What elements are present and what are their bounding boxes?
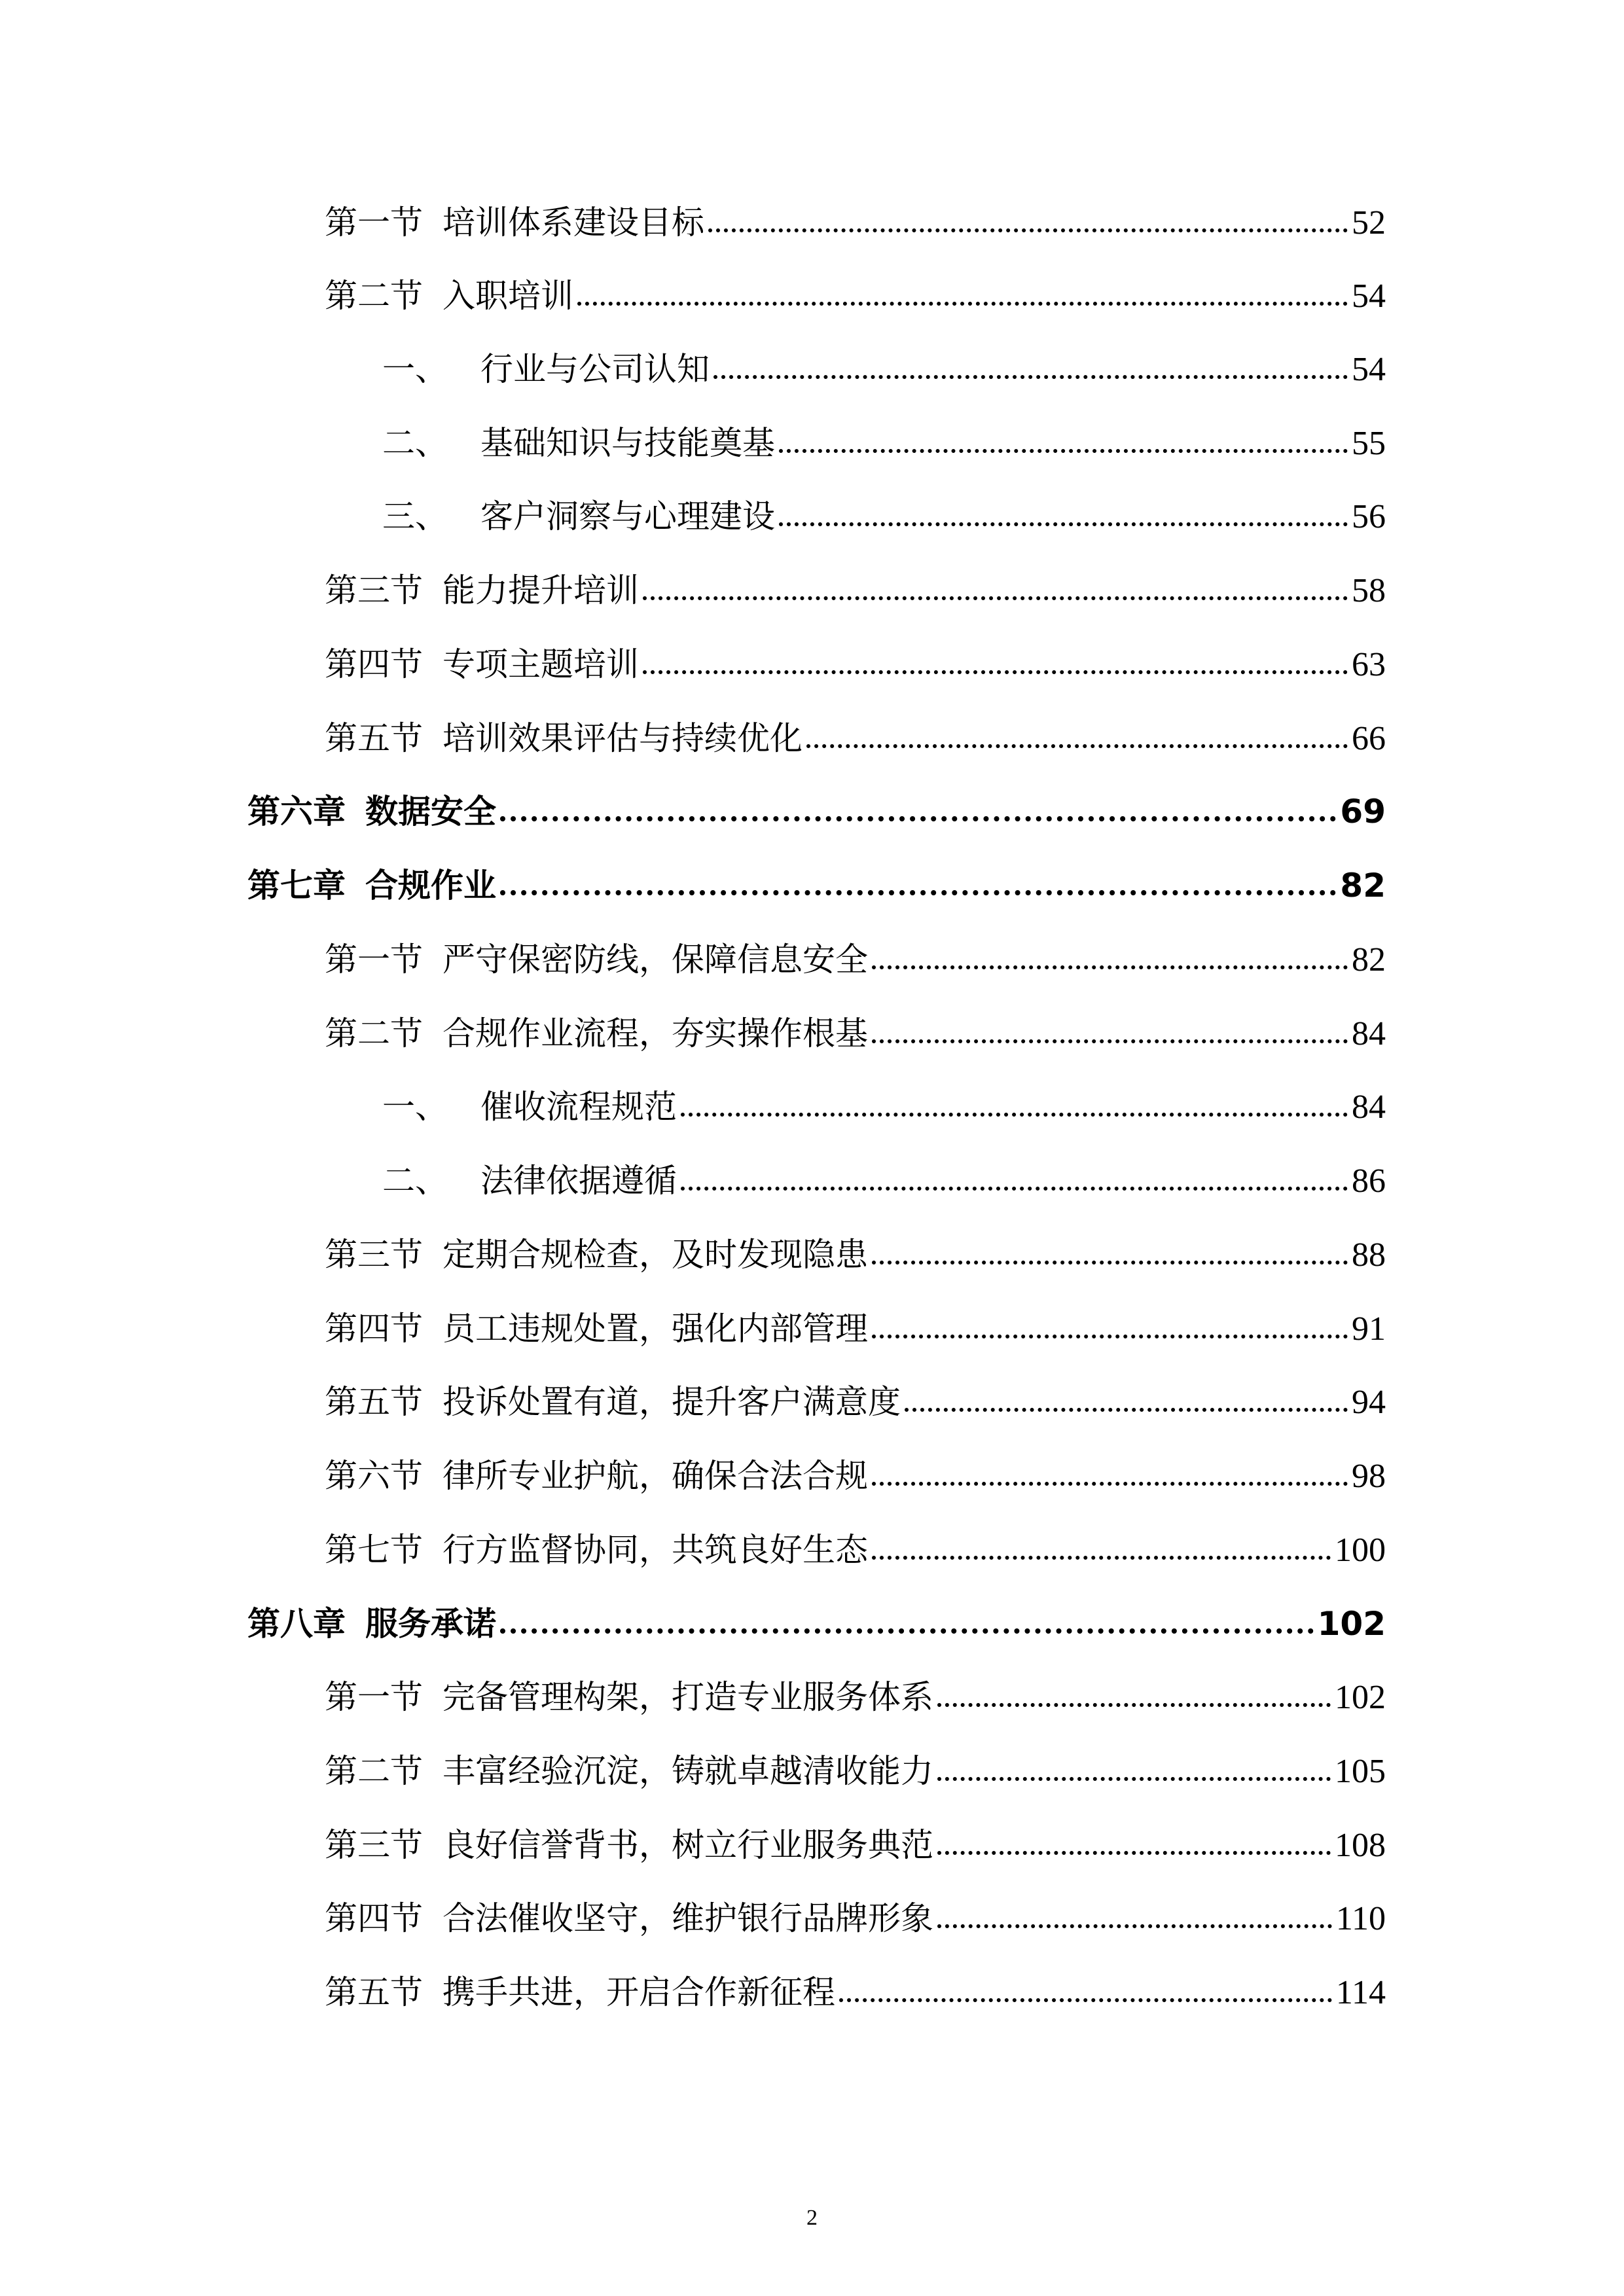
toc-chapter-entry[interactable] bbox=[247, 859, 1386, 912]
toc-page-number: 114 bbox=[1335, 1974, 1386, 2011]
toc-entry[interactable] bbox=[325, 638, 1386, 691]
dot-leader bbox=[905, 1408, 1348, 1412]
toc-page-number: 54 bbox=[1352, 351, 1386, 388]
toc-entry[interactable] bbox=[325, 196, 1386, 249]
toc-entry-label: 第一节 完备管理构架，打造专业服务体系 bbox=[325, 1678, 933, 1716]
toc-entry[interactable] bbox=[325, 1745, 1386, 1797]
toc-entry-label: 第五节 培训效果评估与持续优化 bbox=[325, 719, 803, 757]
toc-entry-label: 一、 催收流程规范 bbox=[382, 1088, 677, 1126]
toc-page-number: 108 bbox=[1335, 1827, 1386, 1864]
dot-leader bbox=[872, 1556, 1331, 1560]
toc-entry-label: 二、 法律依据遵循 bbox=[382, 1162, 677, 1200]
dot-leader bbox=[577, 302, 1348, 306]
toc-entry-label: 第三节 定期合规检查，及时发现隐患 bbox=[325, 1236, 868, 1274]
toc-entry[interactable] bbox=[325, 1524, 1386, 1576]
toc-entry[interactable] bbox=[382, 417, 1386, 469]
toc-entry-label: 第三节 良好信誉背书，树立行业服务典范 bbox=[325, 1826, 933, 1864]
toc-page-number: 52 bbox=[1352, 204, 1386, 242]
toc-page-number: 58 bbox=[1352, 572, 1386, 609]
toc-entry-label: 第一节 严守保密防线，保障信息安全 bbox=[325, 941, 868, 978]
toc-page-number: 105 bbox=[1335, 1753, 1386, 1790]
toc-entry-label: 第四节 专项主题培训 bbox=[325, 645, 639, 683]
toc-entry[interactable] bbox=[325, 1819, 1386, 1871]
dot-leader bbox=[872, 965, 1348, 969]
dot-leader bbox=[937, 1777, 1331, 1781]
toc-page-number: 54 bbox=[1352, 278, 1386, 315]
toc-page-number: 102 bbox=[1317, 1605, 1386, 1643]
toc-page-number: 66 bbox=[1352, 720, 1386, 757]
dot-leader bbox=[937, 1851, 1331, 1855]
toc-chapter-entry[interactable] bbox=[247, 1598, 1386, 1650]
dot-leader bbox=[643, 596, 1348, 600]
toc-page-number: 84 bbox=[1352, 1015, 1386, 1052]
toc-page-number: 110 bbox=[1335, 1900, 1386, 1937]
page-footer-number: 2 bbox=[806, 2206, 818, 2230]
toc-entry[interactable] bbox=[325, 1671, 1386, 1723]
toc-entry[interactable] bbox=[325, 1892, 1386, 1945]
toc-entry[interactable] bbox=[382, 490, 1386, 543]
toc-entry[interactable] bbox=[325, 1966, 1386, 2018]
toc-entry-label: 第七节 行方监督协同，共筑良好生态 bbox=[325, 1531, 868, 1569]
toc-entry[interactable] bbox=[325, 712, 1386, 764]
toc-page-number: 91 bbox=[1352, 1310, 1386, 1348]
toc-page-number: 82 bbox=[1340, 867, 1386, 905]
dot-leader bbox=[937, 1924, 1332, 1928]
dot-leader bbox=[681, 1187, 1348, 1191]
toc-entry-label: 第八章 服务承诺 bbox=[247, 1604, 496, 1643]
toc-entry-label: 第二节 丰富经验沉淀，铸就卓越清收能力 bbox=[325, 1752, 933, 1790]
toc-page-number: 100 bbox=[1335, 1532, 1386, 1569]
toc-entry-label: 第一节 培训体系建设目标 bbox=[325, 204, 704, 242]
toc-entry[interactable] bbox=[382, 1155, 1386, 1207]
dot-leader bbox=[937, 1703, 1331, 1707]
toc-page-number: 88 bbox=[1352, 1236, 1386, 1274]
toc-entry[interactable] bbox=[382, 1081, 1386, 1133]
toc-entry-label: 三、 客户洞察与心理建设 bbox=[382, 497, 775, 535]
toc-page-number: 63 bbox=[1352, 646, 1386, 683]
toc-entry[interactable] bbox=[325, 1007, 1386, 1060]
dot-leader bbox=[872, 1335, 1348, 1338]
dot-leader bbox=[681, 1113, 1348, 1117]
dot-leader bbox=[713, 375, 1348, 379]
toc-entry-label: 第三节 能力提升培训 bbox=[325, 571, 639, 609]
toc-entry-label: 第二节 合规作业流程，夯实操作根基 bbox=[325, 1014, 868, 1052]
toc-page-number: 56 bbox=[1352, 498, 1386, 535]
toc-chapter-entry[interactable] bbox=[247, 785, 1386, 838]
toc-entry-label: 第二节 入职培训 bbox=[325, 277, 573, 315]
toc-entry[interactable] bbox=[325, 1302, 1386, 1355]
toc-entry[interactable] bbox=[325, 270, 1386, 322]
toc-entry-label: 第四节 员工违规处置，强化内部管理 bbox=[325, 1310, 868, 1348]
dot-leader bbox=[806, 744, 1348, 748]
dot-leader bbox=[779, 449, 1348, 453]
toc-page-number: 98 bbox=[1352, 1458, 1386, 1495]
toc-page-number: 84 bbox=[1352, 1088, 1386, 1126]
toc-entry[interactable] bbox=[325, 933, 1386, 986]
toc-entry-label: 第六节 律所专业护航，确保合法合规 bbox=[325, 1457, 868, 1495]
dot-leader bbox=[839, 1998, 1332, 2002]
toc-page-number: 94 bbox=[1352, 1384, 1386, 1421]
toc-page-number: 102 bbox=[1335, 1679, 1386, 1716]
toc-page-number: 82 bbox=[1352, 941, 1386, 978]
toc-entry-label: 第四节 合法催收坚守，维护银行品牌形象 bbox=[325, 1899, 933, 1937]
dot-leader bbox=[500, 816, 1336, 821]
toc-entry-label: 第六章 数据安全 bbox=[247, 792, 496, 831]
toc-entry[interactable] bbox=[325, 1376, 1386, 1428]
toc-entry[interactable] bbox=[325, 564, 1386, 617]
toc-entry[interactable] bbox=[325, 1450, 1386, 1502]
dot-leader bbox=[500, 890, 1336, 895]
toc-entry-label: 第七章 合规作业 bbox=[247, 866, 496, 905]
toc-entry-label: 一、 行业与公司认知 bbox=[382, 350, 710, 388]
dot-leader bbox=[708, 228, 1348, 232]
toc-entry-label: 二、 基础知识与技能奠基 bbox=[382, 424, 775, 462]
dot-leader bbox=[779, 522, 1348, 526]
dot-leader bbox=[643, 670, 1348, 674]
toc-page-number: 69 bbox=[1340, 793, 1386, 831]
toc-entry[interactable] bbox=[382, 343, 1386, 395]
dot-leader bbox=[872, 1261, 1348, 1265]
toc-page-number: 55 bbox=[1352, 425, 1386, 462]
toc-page-number: 86 bbox=[1352, 1162, 1386, 1200]
dot-leader bbox=[872, 1039, 1348, 1043]
toc-entry[interactable] bbox=[325, 1229, 1386, 1281]
toc-entry-label: 第五节 携手共进，开启合作新征程 bbox=[325, 1973, 835, 2011]
toc-entry-label: 第五节 投诉处置有道，提升客户满意度 bbox=[325, 1383, 901, 1421]
dot-leader bbox=[500, 1628, 1314, 1634]
dot-leader bbox=[872, 1482, 1348, 1486]
